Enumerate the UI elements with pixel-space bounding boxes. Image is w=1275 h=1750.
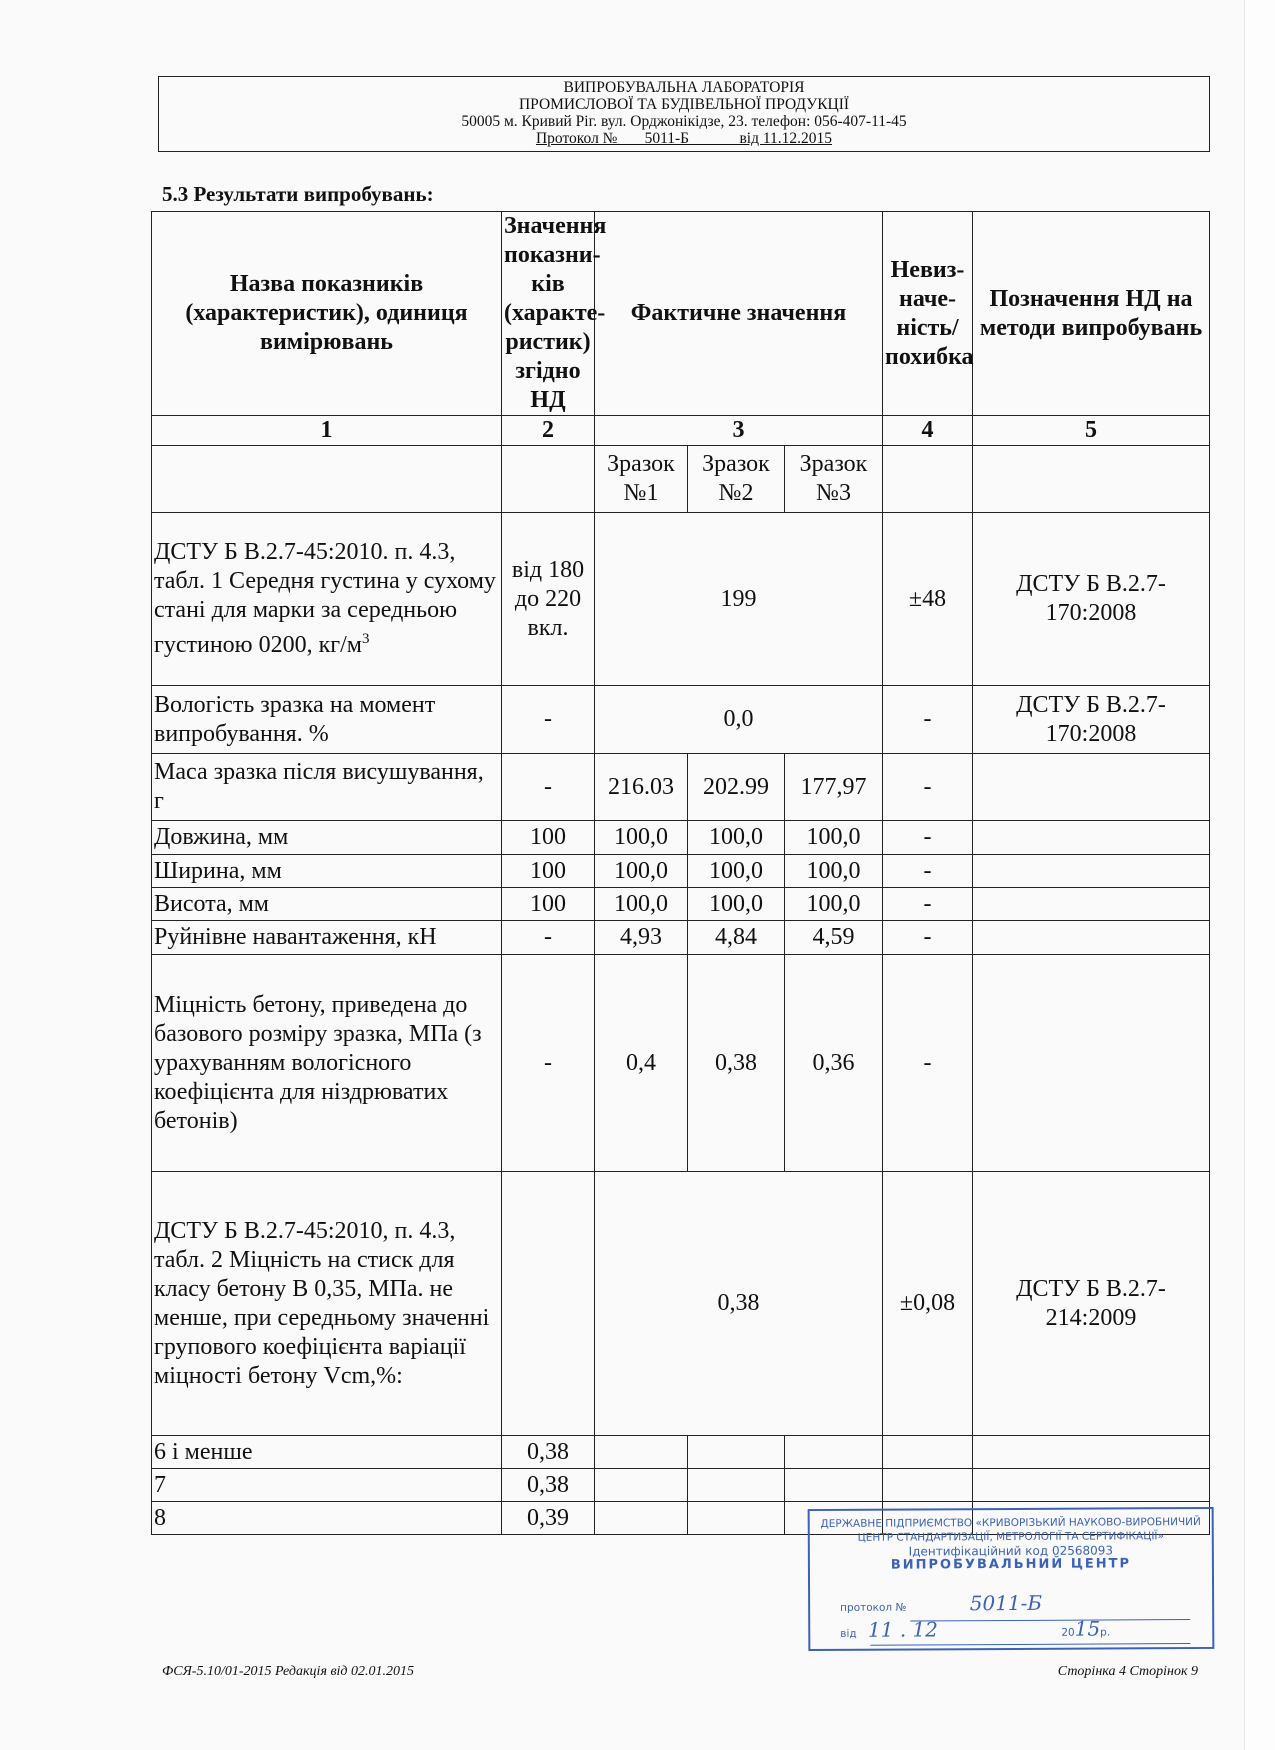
row-uncertainty: - (883, 855, 973, 888)
header-col-norm: Значення показни-ків (характе-ристик) згідно НД (502, 212, 595, 416)
row-sample-2: 4,84 (688, 921, 785, 955)
row-uncertainty: ±48 (883, 513, 973, 686)
table-row (152, 888, 1210, 921)
row-uncertainty: - (883, 888, 973, 921)
row-method (973, 821, 1210, 855)
row-sample-2: 100,0 (688, 888, 785, 921)
stamp-year-suffix: р. (1100, 1626, 1111, 1639)
stamp-protocol-label: протокол № (840, 1601, 907, 1614)
footer-page-number: Сторінка 4 Сторінок 9 (1057, 1664, 1198, 1679)
page-edge (1244, 0, 1275, 1750)
row-norm (502, 1172, 595, 1436)
stamp-date-handwritten: 11 . 12 (867, 1617, 939, 1642)
row-sample-2: 202.99 (688, 754, 785, 821)
header-col-method: Позначення НД на методи випробувань (973, 212, 1210, 416)
row-name: Маса зразка після висушування, г (152, 754, 502, 821)
row-norm: - (502, 754, 595, 821)
stamp-year-handwritten: 15 (1074, 1616, 1101, 1641)
stamp-line-1: ДЕРЖАВНЕ ПІДПРИЄМСТВО «КРИВОРІЗЬКИЙ НАУКОВО-ВИРОБНИЧИЙ (820, 1516, 1201, 1530)
row-value: 199 (595, 513, 883, 686)
row-sample-3: 4,59 (785, 921, 883, 955)
stamp-date-row (840, 1616, 1111, 1642)
footer-form-code: ФСЯ-5.10/01-2015 Редакція від 02.01.2015 (162, 1664, 414, 1679)
table-row (152, 1172, 1210, 1436)
table-row (152, 754, 1210, 821)
row-name: Довжина, мм (152, 821, 502, 855)
row-sample-3: 0,36 (785, 955, 883, 1172)
table-row (152, 686, 1210, 754)
row-method: ДСТУ Б В.2.7-214:2009 (973, 1172, 1210, 1436)
row-name: Висота, мм (152, 888, 502, 921)
row-norm: 100 (502, 821, 595, 855)
header-line-2: ПРОМИСЛОВОЇ ТА БУДІВЕЛЬНОЇ ПРОДУКЦІЇ (518, 96, 850, 113)
section-title: 5.3 Результати випробувань: (162, 182, 434, 206)
row-norm: - (502, 686, 595, 754)
stamp-date-label: від (840, 1627, 857, 1640)
col-number: 5 (973, 416, 1210, 446)
column-numbers-row (152, 416, 1210, 446)
row-name: ДСТУ Б В.2.7-45:2010. п. 4.3, табл. 1 Середня густина у сухому стані для марки за середньою густиною 0200, $кг/м^3$ (152, 513, 502, 686)
sample-2-header: Зразок №2 (688, 446, 785, 513)
row-norm: 100 (502, 888, 595, 921)
row-name: Вологість зразка на момент випробування. % (152, 686, 502, 754)
row-norm: 100 (502, 855, 595, 888)
row-sample-2: 100,0 (688, 821, 785, 855)
row-uncertainty: - (883, 754, 973, 821)
row-norm: 0,39 (502, 1502, 595, 1535)
table-row (152, 921, 1210, 955)
row-name: 7 (152, 1469, 502, 1502)
row-sample-2: 100,0 (688, 855, 785, 888)
table-row (152, 1436, 1210, 1469)
lab-header (158, 76, 1210, 152)
row-name: Руйнівне навантаження, кН (152, 921, 502, 955)
row-norm: 0,38 (502, 1436, 595, 1469)
row-method (973, 754, 1210, 821)
certification-stamp (808, 1507, 1215, 1651)
row-method: ДСТУ Б В.2.7-170:2008 (973, 686, 1210, 754)
table-row (152, 955, 1210, 1172)
row-sample-3: 100,0 (785, 855, 883, 888)
col-number: 2 (502, 416, 595, 446)
samples-row (152, 446, 1210, 513)
col-number: 3 (595, 416, 883, 446)
row-method: ДСТУ Б В.2.7-170:2008 (973, 513, 1210, 686)
stamp-center-name: ВИПРОБУВАЛЬНИЙ ЦЕНТР (890, 1556, 1132, 1573)
row-method (973, 921, 1210, 955)
row-sample-1: 0,4 (595, 955, 688, 1172)
sample-3-header: Зразок №3 (785, 446, 883, 513)
row-name: 6 і менше (152, 1436, 502, 1469)
row-method (973, 888, 1210, 921)
row-sample-1: 100,0 (595, 821, 688, 855)
row-sample-3: 100,0 (785, 821, 883, 855)
row-name: Міцність бетону, приведена до базового розміру зразка, МПа (з урахуванням вологісного коефіцієнта для ніздрюватих бетонів) (152, 955, 502, 1172)
row-name: 8 (152, 1502, 502, 1535)
row-uncertainty: - (883, 921, 973, 955)
stamp-protocol-handwritten: 5011-Б (969, 1590, 1043, 1616)
table-row (152, 513, 1210, 686)
row-sample-3: 177,97 (785, 754, 883, 821)
row-name: Ширина, мм (152, 855, 502, 888)
header-address: 50005 м. Кривий Ріг. вул. Орджонікідзе, 23. телефон: 056-407-11-45 (461, 113, 907, 130)
row-norm: - (502, 921, 595, 955)
stamp-protocol-row (840, 1590, 1043, 1616)
row-value: 0,0 (595, 686, 883, 754)
table-row (152, 1469, 1210, 1502)
header-col-actual: Фактичне значення (595, 212, 883, 416)
row-method (973, 955, 1210, 1172)
stamp-year-prefix: 20 (1061, 1626, 1075, 1639)
results-table (151, 211, 1210, 1535)
header-col-uncertainty: Невиз-наче-ність/ похибка (883, 212, 973, 416)
row-norm: від 180 до 220 вкл. (502, 513, 595, 686)
row-sample-2: 0,38 (688, 955, 785, 1172)
row-sample-1: 100,0 (595, 888, 688, 921)
row-sample-1: 100,0 (595, 855, 688, 888)
row-sample-3: 100,0 (785, 888, 883, 921)
table-row (152, 855, 1210, 888)
header-line-1: ВИПРОБУВАЛЬНА ЛАБОРАТОРІЯ (563, 79, 805, 96)
row-uncertainty: - (883, 821, 973, 855)
row-norm: - (502, 955, 595, 1172)
sample-1-header: Зразок №1 (595, 446, 688, 513)
row-uncertainty: - (883, 955, 973, 1172)
row-value: 0,38 (595, 1172, 883, 1436)
row-sample-1: 216.03 (595, 754, 688, 821)
col-number: 1 (152, 416, 502, 446)
row-norm: 0,38 (502, 1469, 595, 1502)
row-uncertainty: ±0,08 (883, 1172, 973, 1436)
header-col-name: Назва показників (характеристик), одиниця вимірювань (152, 212, 502, 416)
row-method (973, 855, 1210, 888)
header-protocol: Протокол № 5011-Б _____ від 11.12.2015 (535, 130, 833, 147)
col-number: 4 (883, 416, 973, 446)
row-sample-1: 4,93 (595, 921, 688, 955)
row-uncertainty: - (883, 686, 973, 754)
row-name: ДСТУ Б В.2.7-45:2010, п. 4.3, табл. 2 Міцність на стиск для класу бетону В 0,35, МПа. не менше, при середньому значенні групового коефіцієнта варіації міцності бетону Vcm,%: (152, 1172, 502, 1436)
stamp-line-2: ЦЕНТР СТАНДАРТИЗАЦІЇ, МЕТРОЛОГІЇ ТА СЕРТИФІКАЦІЇ» (857, 1530, 1164, 1544)
stamp-id-code: Ідентифікаційний код 02568093 (908, 1543, 1114, 1559)
header-row (152, 212, 1210, 416)
table-row (152, 821, 1210, 855)
